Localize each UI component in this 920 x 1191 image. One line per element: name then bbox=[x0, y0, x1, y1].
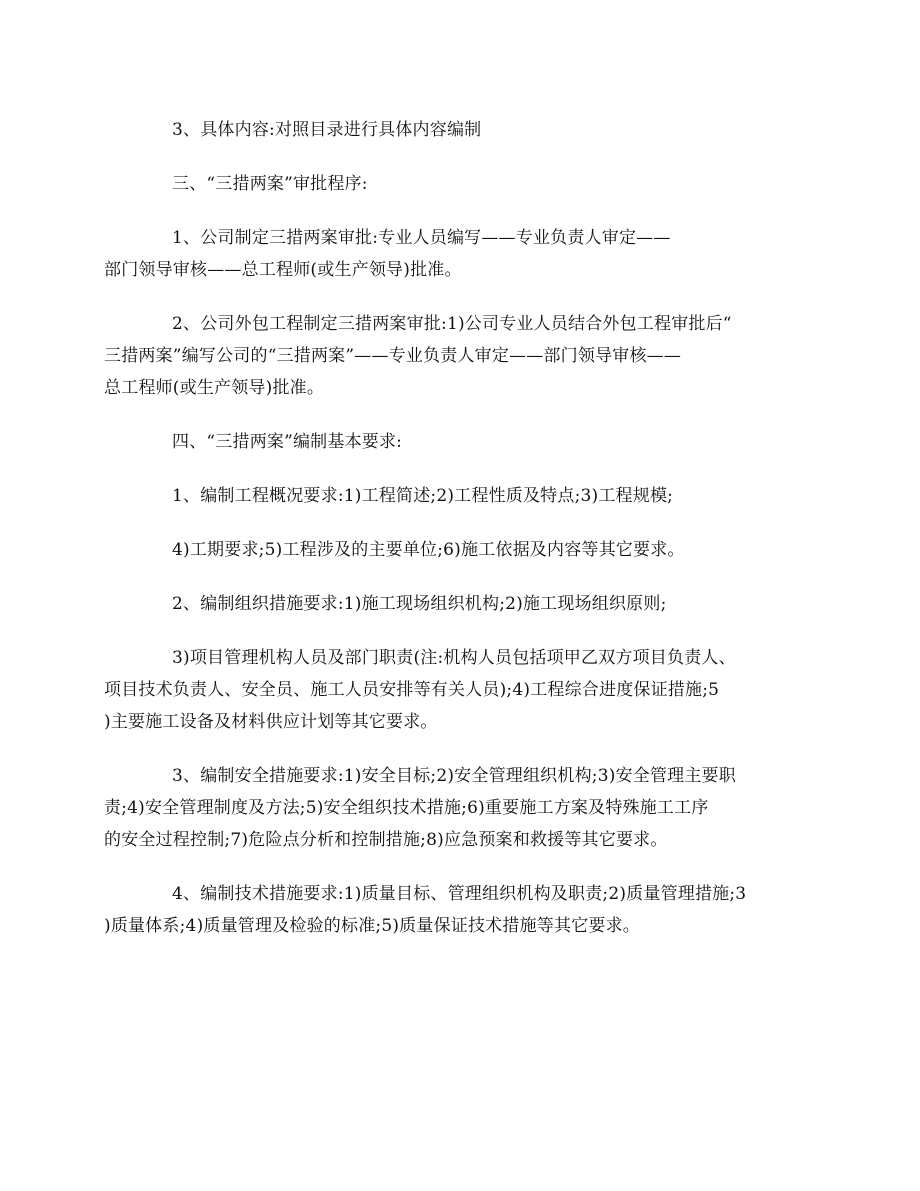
text-line: 责;4)安全管理制度及方法;5)安全组织技术措施;6)重要施工方案及特殊施工工序 bbox=[104, 798, 709, 818]
text-line: 项目技术负责人、安全员、施工人员安排等有关人员);4)工程综合进度保证措施;5 bbox=[104, 680, 720, 700]
paragraph-overview-requirements-cont bbox=[138, 534, 778, 566]
text-line: 四、“三措两案”编制基本要求: bbox=[172, 432, 403, 452]
text-line: 的安全过程控制;7)危险点分析和控制措施;8)应急预案和救援等其它要求。 bbox=[104, 830, 668, 850]
heading-approval-procedure bbox=[138, 168, 778, 200]
text-line: 2、公司外包工程制定三措两案审批:1)公司专业人员结合外包工程审批后“ bbox=[172, 314, 732, 334]
text-line: 3、具体内容:对照目录进行具体内容编制 bbox=[172, 120, 482, 140]
text-line: 三措两案”编写公司的“三措两案”——专业负责人审定——部门领导审核—— bbox=[104, 346, 682, 366]
text-line: )主要施工设备及材料供应计划等其它要求。 bbox=[104, 712, 438, 732]
paragraph-content-detail bbox=[138, 114, 778, 146]
paragraph-company-approval bbox=[104, 222, 778, 286]
paragraph-organization-requirements bbox=[138, 588, 778, 620]
document-body bbox=[104, 114, 778, 964]
text-line: )质量体系;4)质量管理及检验的标准;5)质量保证技术措施等其它要求。 bbox=[104, 916, 640, 936]
text-line: 2、编制组织措施要求:1)施工现场组织机构;2)施工现场组织原则; bbox=[172, 594, 667, 614]
text-line: 三、“三措两案”审批程序: bbox=[172, 174, 368, 194]
text-line: 4、编制技术措施要求:1)质量目标、管理组织机构及职责;2)质量管理措施;3 bbox=[172, 884, 747, 904]
text-line: 3)项目管理机构人员及部门职责(注:机构人员包括项甲乙双方项目负责人、 bbox=[172, 648, 736, 668]
text-line: 3、编制安全措施要求:1)安全目标;2)安全管理组织机构;3)安全管理主要职 bbox=[172, 766, 736, 786]
text-line: 4)工期要求;5)工程涉及的主要单位;6)施工依据及内容等其它要求。 bbox=[172, 540, 685, 560]
paragraph-overview-requirements bbox=[138, 480, 778, 512]
text-line: 1、编制工程概况要求:1)工程简述;2)工程性质及特点;3)工程规模; bbox=[172, 486, 674, 506]
text-line: 1、公司制定三措两案审批:专业人员编写——专业负责人审定—— bbox=[172, 228, 671, 248]
paragraph-outsourced-approval bbox=[104, 308, 778, 404]
paragraph-safety-requirements bbox=[104, 760, 778, 856]
paragraph-technical-requirements bbox=[104, 878, 778, 942]
heading-basic-requirements bbox=[138, 426, 778, 458]
paragraph-organization-requirements-cont bbox=[104, 642, 778, 738]
text-line: 总工程师(或生产领导)批准。 bbox=[104, 378, 325, 398]
text-line: 部门领导审核——总工程师(或生产领导)批准。 bbox=[104, 260, 462, 280]
